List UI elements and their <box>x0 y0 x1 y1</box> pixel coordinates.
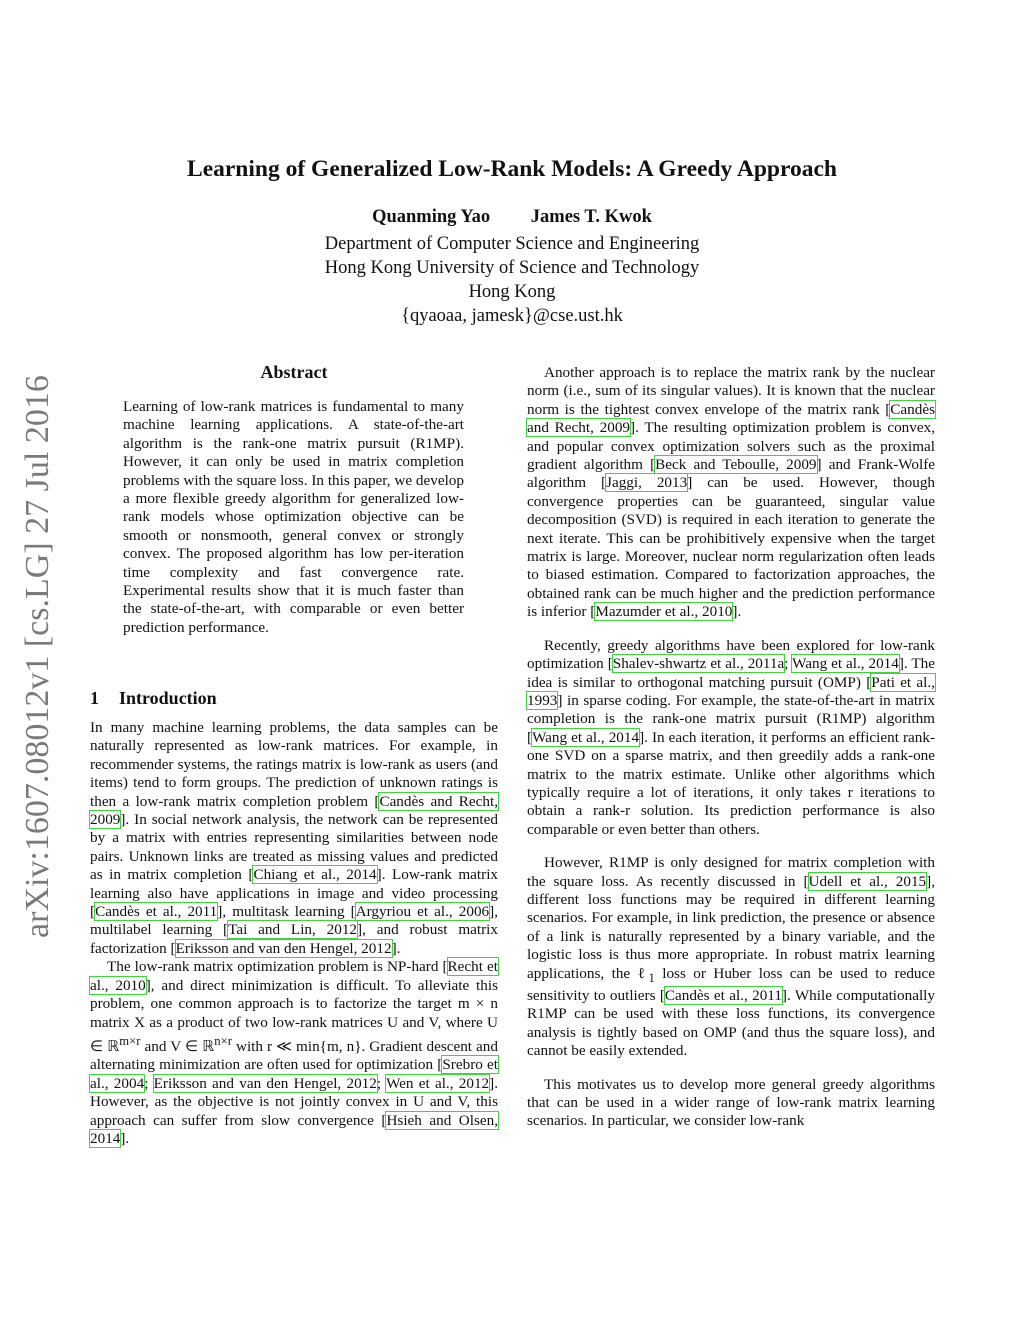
citation-link[interactable]: Wang et al., 2014 <box>532 728 640 746</box>
author-name: James T. Kwok <box>530 207 652 227</box>
citation-link[interactable]: Mazumder et al., 2010 <box>595 603 733 621</box>
abstract-heading: Abstract <box>260 362 328 382</box>
citation-link[interactable]: Udell et al., 2015 <box>808 872 927 890</box>
citation-link[interactable]: Wen et al., 2012 <box>386 1074 490 1092</box>
citation-link[interactable]: Jaggi, 2013 <box>606 474 688 492</box>
location: Hong Kong <box>468 282 556 302</box>
department: Department of Computer Science and Engineering <box>324 234 700 254</box>
author-list <box>0 207 1024 228</box>
right-column <box>527 364 935 1131</box>
section-heading <box>90 688 237 709</box>
citation-link[interactable]: Srebro et al., 2004 <box>90 1056 498 1092</box>
citation-link[interactable]: Candès et al., 2011 <box>95 903 218 921</box>
arxiv-stamp <box>14 368 74 938</box>
citation-link[interactable]: Shalev-shwartz et al., 2011a <box>612 655 785 673</box>
citation-link[interactable]: Candès et al., 2011 <box>664 987 782 1005</box>
left-column <box>90 719 498 1148</box>
citation-link[interactable]: Eriksson and van den Hengel, 2012 <box>175 939 392 957</box>
citation-link[interactable]: Hsieh and Olsen, 2014 <box>90 1111 498 1147</box>
right-paragraph-4: This motivates us to develop more general greedy algorithms that can be used in a wider range of low-rank matrix learning scenarios. In particular, we consider low-rank <box>527 1075 935 1130</box>
author-name: Quanming Yao <box>372 207 491 227</box>
citation-link[interactable]: Candès and Recht, 2009 <box>90 792 498 829</box>
abstract-text: Learning of low-rank matrices is fundamental to many machine learning applications. A state-of-the-art algorithm is the rank-one matrix pursuit (R1MP). However, it can only be used in matrix completion problems with the square loss. In this paper, we develop a more flexible greedy algorithm for generalized low-rank models whose optimization objective can be smooth or nonsmooth, general convex or strongly convex. The proposed algorithm has low per-iteration time complexity and fast convergence rate. Experimental results show that it is much faster than the state-of-the-art, with comparable or even better prediction performance. <box>123 398 464 636</box>
university: Hong Kong University of Science and Technology <box>324 258 700 278</box>
citation-link[interactable]: Chiang et al., 2014 <box>253 866 377 884</box>
citation-link[interactable]: Candès and Recht, 2009 <box>527 400 935 437</box>
citation-link[interactable]: Eriksson and van den Hengel, 2012 <box>153 1074 377 1092</box>
citation-link[interactable]: Pati et al., 1993 <box>527 673 935 709</box>
intro-paragraph-2: The low-rank matrix optimization problem is NP-hard [Recht et al., 2010], and direct minimization is difficult. To alleviate this problem, one common approach is to factorize the target m × n matrix X as a product of two low-rank matrices U and V, where U ∈ ℝ$^{m\times r}$ and V ∈ ℝ$^{n\times r}$ with r ≪ min{m, n}. Gradient descent and alternating minimization are often used for optimization [Srebro et al., 2004; Eriksson and van den Hengel, 2012; Wen et al., 2012]. However, as the objective is not jointly convex in U and V, this approach can suffer from slow convergence [Hsieh and Olsen, 2014]. <box>90 958 498 1147</box>
citation-link[interactable]: Beck and Teboulle, 2009 <box>655 456 817 474</box>
citation-link[interactable]: Argyriou et al., 2006 <box>355 903 490 921</box>
citation-link[interactable]: Wang et al., 2014 <box>792 655 899 673</box>
email: {qyaoaa, jamesk}@cse.ust.hk <box>401 306 623 326</box>
arxiv-id: arXiv:1607.08012v1 [cs.LG] 27 Jul 2016 <box>19 375 56 938</box>
section-title: Introduction <box>119 688 217 708</box>
section-number: 1 <box>90 688 99 708</box>
citation-link[interactable]: Recht et al., 2010 <box>90 958 498 994</box>
intro-paragraph-1: In many machine learning problems, the data samples can be naturally represented as low-rank matrices. For example, in recommender systems, the ratings matrix is low-rank as users (and items) tend to form groups. The prediction of unknown ratings is then a low-rank matrix completion problem [Candès and Recht, 2009]. In social network analysis, the network can be represented by a matrix with entries representing similarities between node pairs. Unknown links are treated as missing values and predicted as in matrix completion [Chiang et al., 2014]. Low-rank matrix learning also have applications in image and video processing [Candès et al., 2011], multitask learning [Argyriou et al., 2006], multilabel learning [Tai and Lin, 2012], and robust matrix factorization [Eriksson and van den Hengel, 2012]. <box>90 719 499 957</box>
right-paragraph-1: Another approach is to replace the matrix rank by the nuclear norm (i.e., sum of its singular values). It is known that the nuclear norm is the tightest convex envelope of the matrix rank [Candès and Recht, 2009]. The resulting optimization problem is convex, and popular convex optimization solvers such as the proximal gradient algorithm [Beck and Teboulle, 2009] and Frank-Wolfe algorithm [Jaggi, 2013] can be used. However, though convergence properties can be guaranteed, singular value decomposition (SVD) is required in each iteration to generate the next iterate. This can be prohibitively expensive when the target matrix is large. Moreover, nuclear norm regularization often leads to biased estimation. Compared to factorization approaches, the obtained rank can be much higher and the prediction performance is inferior [Mazumder et al., 2010]. <box>527 364 936 621</box>
right-paragraph-3: However, R1MP is only designed for matrix completion with the square loss. As recently discussed in [Udell et al., 2015], different loss functions may be required in different learning scenarios. For example, in link prediction, the presence or absence of a link is naturally represented by a binary variable, and the logistic loss is thus more appropriate. In robust matrix learning applications, the ℓ$_1$ loss or Huber loss can be used to reduce sensitivity to outliers [Candès et al., 2011]. While computationally R1MP can be used with these loss functions, its convergence analysis is tightly based on OMP (and thus the square loss), and cannot be easily extended. <box>527 854 936 1060</box>
right-paragraph-2: Recently, greedy algorithms have been explored for low-rank optimization [Shalev-shwartz et al., 2011a; Wang et al., 2014]. The idea is similar to orthogonal matching pursuit (OMP) [Pati et al., 1993] in sparse coding. For example, the state-of-the-art in matrix completion is the rank-one matrix pursuit (R1MP) algorithm [Wang et al., 2014]. In each iteration, it performs an efficient rank-one SVD on a sparse matrix, and then greedily adds a rank-one matrix to the matrix estimate. Unlike other algorithms which typically require a lot of iterations, it only takes r iterations to obtain a rank-r solution. Its prediction performance is also comparable or even better than others. <box>527 636 936 838</box>
citation-link[interactable]: Tai and Lin, 2012 <box>228 921 358 939</box>
paper-title: Learning of Generalized Low-Rank Models: A Greedy Approach <box>187 156 837 182</box>
